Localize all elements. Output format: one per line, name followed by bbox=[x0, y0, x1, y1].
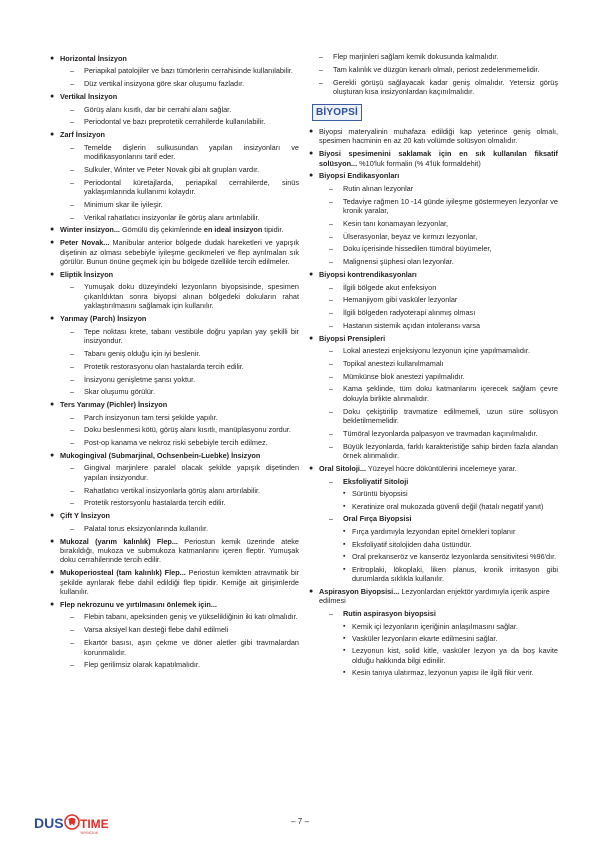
bullet-icon: ● bbox=[50, 239, 55, 247]
list-item bbox=[50, 511, 299, 533]
brand-left-text: DUS bbox=[34, 815, 64, 831]
square-text: Keratinize oral mukozada güvenli değil (hatalı negatif yanıt) bbox=[352, 501, 544, 511]
dash-icon: – bbox=[329, 282, 334, 292]
item-text: Yüzeyel hücre döküntülerini incelemeye yarar. bbox=[366, 464, 517, 474]
sub-item bbox=[319, 372, 558, 381]
item-emphasis: en ideal insizyon bbox=[203, 225, 263, 235]
item-text: Manibular anterior bölgede dudak hareketleri ve yapışık dişetinin az olması sebebiyle iyileşme gecikmeleri ve flep ayrılmaları sık görülür. Bunun önüne geçmek için bu bölgede özellikle tercih edilmeler. bbox=[60, 238, 299, 267]
sub-item bbox=[60, 66, 299, 75]
sub-text: Periapikal patolojiler ve bazı tümörlerin cerrahisinde kullanılabilir. bbox=[84, 66, 293, 76]
dash-icon: – bbox=[70, 66, 75, 76]
list-item bbox=[50, 238, 299, 266]
list-item bbox=[309, 149, 558, 168]
dash-icon: – bbox=[70, 412, 75, 422]
square-bullet-icon: ▪ bbox=[343, 502, 346, 510]
sub-text: Topikal anestezi kullanılmamalı bbox=[343, 358, 444, 368]
list-item bbox=[50, 568, 299, 596]
square-bullet-icon: ▪ bbox=[343, 635, 346, 642]
dash-icon: – bbox=[329, 218, 334, 228]
bullet-icon: ● bbox=[50, 569, 55, 577]
item-title: Ters Yarımay (Pichler) İnsizyon bbox=[60, 400, 168, 410]
sub-item bbox=[60, 463, 299, 482]
square-item bbox=[319, 527, 558, 536]
sub-item bbox=[60, 438, 299, 447]
item-lead: Peter Novak... bbox=[60, 238, 110, 248]
sub-item bbox=[319, 308, 558, 317]
sub-item bbox=[319, 232, 558, 241]
list-item bbox=[309, 270, 558, 330]
sub-item bbox=[319, 477, 558, 486]
bullet-icon: ● bbox=[50, 315, 55, 323]
dash-icon: – bbox=[70, 104, 75, 114]
sub-text: Sulkuler, Winter ve Peter Novak gibi alt grupları vardır. bbox=[84, 164, 260, 174]
sub-item bbox=[319, 184, 558, 193]
sub-item bbox=[60, 660, 299, 669]
square-text: Sürüntü biyopsisi bbox=[352, 489, 408, 499]
list-item bbox=[50, 54, 299, 89]
sub-text: Tepe noktası krete, tabanı vestibüle doğru yapılan yay şekilli bir insizyondur. bbox=[84, 326, 299, 346]
dash-icon: – bbox=[70, 612, 75, 622]
dash-icon: – bbox=[70, 425, 75, 435]
bullet-icon: ● bbox=[309, 465, 314, 473]
sub-text: Temelde dişlerin sulkusundan yapılan insizyonları ve modifikasyonlarını tarif eder. bbox=[84, 142, 299, 162]
sub-item bbox=[60, 165, 299, 174]
square-text: Fırça yardımıyla lezyondan epitel örnekleri toplanır bbox=[352, 527, 516, 537]
dash-icon: – bbox=[319, 52, 324, 61]
square-bullet-icon: ▪ bbox=[343, 553, 346, 561]
sub-item bbox=[60, 105, 299, 114]
sub-text: Düz vertikal insizyona göre skar oluşumu fazladır. bbox=[84, 79, 245, 89]
sub-text: Periodontal küretajlarda, periapikal cerrahilerde, sinüs yaklaşımlarında kullanımı kolaydır. bbox=[84, 177, 299, 197]
dash-icon: – bbox=[70, 523, 75, 533]
square-bullet-icon: ▪ bbox=[343, 669, 346, 677]
square-text: Vasküler lezyonların ekarte edilmesini sağlar. bbox=[352, 634, 498, 643]
square-bullet-icon: ▪ bbox=[343, 540, 346, 548]
item-title: Çift Y İnsizyon bbox=[60, 511, 111, 521]
sub-text: Gingival marjinlere paralel olacak şekilde yapışık dişetinden yapılan insizyondur. bbox=[84, 463, 299, 482]
sub-text: Minimum skar ile iyileşir. bbox=[84, 199, 163, 209]
sub-item bbox=[60, 178, 299, 197]
dash-icon: – bbox=[319, 77, 324, 87]
square-item bbox=[319, 622, 558, 631]
sub-text: Post-op kanama ve nekroz riski sebebiyle tercih edilmez. bbox=[84, 438, 268, 448]
dash-icon: – bbox=[70, 79, 75, 89]
dash-icon: – bbox=[70, 638, 75, 648]
item-title: Flep nekrozunu ve yırtılmasını önlemek için... bbox=[60, 600, 217, 609]
left-column bbox=[50, 54, 299, 673]
item-title: Biyopsi Prensipleri bbox=[319, 333, 386, 343]
section-heading: BİYOPSİ bbox=[312, 104, 362, 121]
sub-text: Kama şeklinde, tüm doku katmanlarını içerecek sağlam çevre dokuyla birlikte alınmalıdır. bbox=[343, 384, 558, 403]
sub-item bbox=[319, 219, 558, 228]
dash-icon: – bbox=[70, 361, 75, 371]
sub-item bbox=[60, 375, 299, 384]
dash-icon: – bbox=[329, 308, 334, 318]
sub-item bbox=[319, 321, 558, 330]
sub-item bbox=[60, 486, 299, 495]
sub-item bbox=[60, 362, 299, 371]
dash-icon: – bbox=[70, 485, 75, 495]
dash-icon: – bbox=[329, 183, 334, 193]
sub-item bbox=[60, 387, 299, 396]
item-title: Horizontal İnsizyon bbox=[60, 54, 127, 63]
sub-item bbox=[60, 79, 299, 88]
sub-item bbox=[319, 359, 558, 368]
sub-text: Protetik restorasyonu olan hastalarda tercih edilir. bbox=[84, 361, 244, 371]
sub-text: Varsa aksiyel kan desteği flebe dahil edilmeli bbox=[84, 625, 229, 635]
square-bullet-icon: ▪ bbox=[343, 490, 346, 498]
sub-text: Parch insizyonun tam tersi şekilde yapılır. bbox=[84, 412, 218, 422]
sub-item bbox=[60, 498, 299, 507]
dash-icon: – bbox=[319, 64, 324, 74]
sub-text: Doku çekiştirilip travmatize edilmemeli, uzun süre solüsyon bekletilmemelidir. bbox=[343, 406, 558, 426]
item-title: Biyopsi Endikasyonları bbox=[319, 171, 400, 181]
list-item bbox=[309, 464, 558, 583]
dash-icon: – bbox=[70, 463, 75, 473]
bullet-icon: ● bbox=[309, 587, 314, 595]
sub-text: Ülserasyonlar, beyaz ve kırmızı lezyonlar, bbox=[343, 231, 478, 241]
group-title: Rutin aspirasyon biyopsisi bbox=[343, 608, 436, 618]
square-item bbox=[319, 634, 558, 643]
list-item bbox=[309, 587, 558, 678]
list-item bbox=[50, 537, 299, 565]
sub-item bbox=[309, 78, 558, 97]
square-item bbox=[319, 489, 558, 498]
dash-icon: – bbox=[329, 320, 334, 330]
sub-item bbox=[319, 442, 558, 461]
bullet-icon: ● bbox=[50, 270, 55, 278]
sub-text: Hastanın sistemik açıdan intoleransı varsa bbox=[343, 320, 481, 330]
sub-item bbox=[60, 200, 299, 209]
bullet-icon: ● bbox=[309, 150, 314, 158]
sub-item bbox=[319, 257, 558, 266]
sub-item bbox=[319, 609, 558, 618]
dash-icon: – bbox=[70, 387, 75, 397]
dash-icon: – bbox=[70, 498, 75, 508]
sub-text: Rutin alınan lezyonlar bbox=[343, 183, 414, 193]
sub-item bbox=[319, 429, 558, 438]
bullet-icon: ● bbox=[50, 401, 55, 409]
dash-icon: – bbox=[329, 346, 334, 356]
bullet-icon: ● bbox=[50, 131, 55, 139]
sub-item bbox=[319, 295, 558, 304]
sub-item bbox=[60, 143, 299, 162]
dash-icon: – bbox=[329, 257, 334, 267]
bullet-icon: ● bbox=[50, 451, 55, 459]
dash-icon: – bbox=[70, 438, 75, 448]
dash-icon: – bbox=[329, 196, 334, 206]
item-text: Biyopsi materyalinin muhafaza edildiği kap yeterince geniş olmalı, spesimen hacminin en az 20 katı volümde solüsyon olmalıdır. bbox=[319, 126, 558, 146]
item-text: Gömülü diş çekimlerinde bbox=[119, 225, 204, 235]
dash-icon: – bbox=[329, 358, 334, 368]
sub-item bbox=[60, 117, 299, 126]
dash-icon: – bbox=[70, 212, 75, 222]
list-item bbox=[309, 127, 558, 146]
bullet-icon: ● bbox=[50, 55, 55, 62]
dash-icon: – bbox=[329, 384, 334, 394]
bullet-icon: ● bbox=[50, 512, 55, 520]
sub-item bbox=[60, 524, 299, 533]
group-title: Oral Fırça Biyopsisi bbox=[343, 514, 412, 524]
item-text: Lezyonlardan enjektör yardımıyla içerik aspire edilmesi bbox=[319, 586, 550, 606]
dash-icon: – bbox=[329, 244, 334, 254]
sub-text: Gerekli görüşü sağlayacak kadar geniş olmalıdır. Yetersiz görüş oluşturan kısa insizyonlardan kaçınılmalıdır. bbox=[333, 77, 558, 97]
sub-text: Protetik restorsyonlu hastalarda tercih edilir. bbox=[84, 498, 226, 508]
bullet-icon: ● bbox=[50, 226, 55, 234]
sub-item bbox=[60, 327, 299, 346]
bullet-icon: ● bbox=[50, 93, 55, 101]
sub-text: Flebin tabanı, apeksinden geniş ve yükselikliğinin iki katı olmalıdır. bbox=[84, 612, 298, 622]
dash-icon: – bbox=[70, 199, 75, 209]
sub-text: Flep marjinleri sağlam kemik dokusunda kalmalıdır. bbox=[333, 52, 499, 61]
dash-icon: – bbox=[329, 514, 334, 524]
sub-text: Kesin tanı konamayan lezyonlar, bbox=[343, 218, 449, 228]
dash-icon: – bbox=[70, 177, 75, 187]
dash-icon: – bbox=[329, 231, 334, 241]
sub-text: Hemanjiyom gibi vasküler lezyonlar bbox=[343, 295, 458, 305]
list-item bbox=[50, 400, 299, 448]
bullet-icon: ● bbox=[50, 601, 55, 608]
sub-item bbox=[319, 197, 558, 216]
sub-item bbox=[319, 407, 558, 426]
sub-text: Büyük lezyonlarda, farklı karakteristiğe sahip birden fazla alandan örnek alınmalıdır. bbox=[343, 441, 558, 461]
brand-right-text: TIME bbox=[80, 817, 109, 831]
sub-text: Palatal torus eksizyonlarında kullanılır. bbox=[84, 523, 209, 533]
square-text: Eritroplaki, lökoplaki, liken planus, kronik irritasyon gibi durumlarda sıklıkla kullanılır. bbox=[352, 564, 558, 583]
dash-icon: – bbox=[329, 476, 334, 486]
sub-item bbox=[309, 65, 558, 74]
list-item bbox=[50, 92, 299, 127]
right-column bbox=[309, 52, 558, 681]
sub-text: Tabanı geniş olduğu için iyi beslenir. bbox=[84, 348, 201, 358]
dash-icon: – bbox=[70, 142, 75, 152]
list-item bbox=[309, 171, 558, 266]
dash-icon: – bbox=[329, 371, 334, 381]
page-footer bbox=[0, 812, 600, 836]
sub-text: Periodontal ve bazı preprotetik cerrahilerde kullanılabilir. bbox=[84, 117, 266, 127]
sub-text: Yumuşak doku düzeyindeki lezyonların biyopsisinde, spesimen çıkarıldıktan sonra biyopsi alınan bölgedeki dokuların rahat yaklaştırılmasını sağlamak için kullanılır. bbox=[84, 282, 299, 311]
sub-text: Tedaviye rağmen 10 -14 günde iyileşme göstermeyen lezyonlar ve kronik yaralar, bbox=[343, 196, 558, 216]
sub-item bbox=[319, 346, 558, 355]
dash-icon: – bbox=[329, 441, 334, 451]
square-item bbox=[319, 540, 558, 549]
square-item bbox=[319, 502, 558, 511]
square-text: Lezyonun kist, solid kitle, vasküler lezyon ya da boş kavite olduğu hakkında bilgi edinilir. bbox=[352, 646, 558, 665]
item-text: tipidir. bbox=[262, 225, 284, 235]
list-item bbox=[50, 225, 299, 234]
list-item bbox=[50, 270, 299, 311]
item-text: %10'luk formalin (% 4'lük formaldehit) bbox=[357, 158, 481, 168]
item-lead: Mukoperiosteal (tam kalınlık) Flep... bbox=[60, 568, 186, 578]
bullet-icon: ● bbox=[309, 172, 314, 180]
dash-icon: – bbox=[329, 608, 334, 618]
dash-icon: – bbox=[329, 406, 334, 416]
page-number: – 7 – bbox=[291, 817, 309, 826]
bullet-icon: ● bbox=[50, 537, 55, 545]
sub-item bbox=[60, 638, 299, 657]
item-text: Periostun kemik üzerinde ateke bırakıldığı, mukoza ve submukoza katmanlarını içeren fleptir. Yumuşak doku cerrahilerinde tercih edilir. bbox=[60, 536, 299, 565]
sub-text: Malignensi şüphesi olan lezyonlar. bbox=[343, 257, 454, 267]
item-title: Biyopsi kontrendikasyonları bbox=[319, 270, 417, 280]
list-item bbox=[50, 130, 299, 222]
sub-text: İlgili bölgeden radyoterapi alınmış olması bbox=[343, 308, 476, 318]
dash-icon: – bbox=[70, 326, 75, 336]
list-item bbox=[50, 451, 299, 508]
dash-icon: – bbox=[70, 282, 75, 292]
dash-icon: – bbox=[70, 625, 75, 635]
list-item bbox=[309, 334, 558, 461]
item-lead: Aspirasyon Biyopsisi... bbox=[319, 586, 400, 596]
sub-text: Doku beslenmesi kötü, görüş alanı kısıtlı, manüplasyonu zordur. bbox=[84, 425, 291, 435]
list-item bbox=[50, 600, 299, 670]
sub-item bbox=[60, 612, 299, 621]
square-item bbox=[319, 552, 558, 561]
item-title: Zarf İnsizyon bbox=[60, 130, 106, 140]
square-item bbox=[319, 668, 558, 677]
sub-text: Flep gerilimsiz olarak kapatılmalıdır. bbox=[84, 660, 200, 670]
dash-icon: – bbox=[70, 348, 75, 358]
square-bullet-icon: ▪ bbox=[343, 647, 346, 655]
square-item bbox=[319, 565, 558, 584]
dash-icon: – bbox=[70, 374, 75, 384]
dash-icon: – bbox=[70, 117, 75, 127]
sub-text: Tümöral lezyonlarda palpasyon ve travmadan kaçınılmalıdır. bbox=[343, 428, 538, 438]
square-bullet-icon: ▪ bbox=[343, 528, 346, 536]
dash-icon: – bbox=[329, 428, 334, 438]
group-title: Eksfoliyatif Sitoloji bbox=[343, 476, 409, 486]
sub-item bbox=[60, 282, 299, 310]
sub-text: Ekartör basısı, aşırı çekme ve döner aletler gibi travmalardan korunmalıdır. bbox=[84, 638, 299, 657]
sub-item bbox=[60, 413, 299, 422]
square-item bbox=[319, 646, 558, 665]
item-lead: Mukozal (yarım kalınlık) Flep... bbox=[60, 536, 178, 546]
bullet-icon: ● bbox=[309, 334, 314, 342]
sub-text: Mümkünse blok anestezi yapılmalıdır. bbox=[343, 371, 465, 381]
item-title: Eliptik İnsizyon bbox=[60, 269, 114, 279]
brand-tagline: YAYINCILIK bbox=[80, 831, 99, 835]
sub-item bbox=[60, 425, 299, 434]
item-title: Mukogingival (Submarjinal, Ochsenbein-Luebke) İnsizyon bbox=[60, 450, 261, 460]
dash-icon: – bbox=[70, 660, 75, 670]
bullet-icon: ● bbox=[309, 271, 314, 279]
square-bullet-icon: ▪ bbox=[343, 622, 346, 630]
sub-text: İlgili bölgede akut enfeksiyon bbox=[343, 282, 437, 292]
dash-icon: – bbox=[70, 164, 75, 174]
square-text: Kemik içi lezyonların içeriğinin anlaşılmasını sağlar. bbox=[352, 621, 518, 631]
sub-text: İnsizyonu genişletme şansı yoktur. bbox=[84, 374, 196, 384]
item-text: Periostun kemikten atravmatik bir şekilde ayrılarak flebe dahil edildiği flep tipidir. Kemiğe ait girişimlerde kullanılır. bbox=[60, 568, 299, 597]
sub-item bbox=[319, 514, 558, 523]
dash-icon: – bbox=[329, 295, 334, 305]
item-lead: Biyosi spesimenini saklamak için en sık kullanılan fiksatif solüsyon... bbox=[319, 149, 558, 168]
sub-text: Doku içerisinde hissedilen tümöral büyümeler, bbox=[343, 244, 492, 254]
list-item bbox=[50, 314, 299, 397]
sub-item bbox=[60, 625, 299, 634]
sub-item bbox=[309, 52, 558, 61]
sub-text: Görüş alanı kısıtlı, dar bir cerrahi alanı sağlar. bbox=[84, 104, 232, 114]
sub-item bbox=[60, 349, 299, 358]
item-lead: Oral Sitoloji... bbox=[319, 464, 367, 474]
sub-item bbox=[319, 384, 558, 403]
sub-item bbox=[319, 283, 558, 292]
sub-text: Verikal rahatlatıcı insizyonlar ile görüş alanı artırılabilir. bbox=[84, 212, 260, 222]
sub-text: Rahatlatıcı vertikal insizyonlarla görüş alanı artırılabilir. bbox=[84, 485, 261, 495]
sub-item bbox=[60, 213, 299, 222]
sub-item bbox=[319, 244, 558, 253]
sub-text: Skar oluşumu görülür. bbox=[84, 387, 155, 397]
square-text: Eksfoliyatif sitolojiden daha üstündür. bbox=[352, 539, 472, 549]
square-text: Kesin tanıya ulatırmaz, lezyonun yapısı ile ilgili fikir verir. bbox=[352, 668, 534, 678]
item-title: Yarımay (Parch) İnsizyon bbox=[60, 314, 147, 324]
item-lead: Winter insizyon... bbox=[60, 225, 120, 235]
sub-text: Lokal anestezi enjeksiyonu lezyonun içine yapılmamalıdır. bbox=[343, 346, 530, 356]
bullet-icon: ● bbox=[309, 127, 314, 135]
square-bullet-icon: ▪ bbox=[343, 565, 346, 573]
sub-text: Tam kalınlık ve düzgün kenarlı olmalı, periost zedelenmemelidir. bbox=[333, 64, 540, 74]
square-text: Oral prekanseröz ve kanseröz lezyonlarda sensitivitesi %96'dır. bbox=[352, 552, 557, 562]
item-title: Vertikal İnsizyon bbox=[60, 92, 118, 102]
